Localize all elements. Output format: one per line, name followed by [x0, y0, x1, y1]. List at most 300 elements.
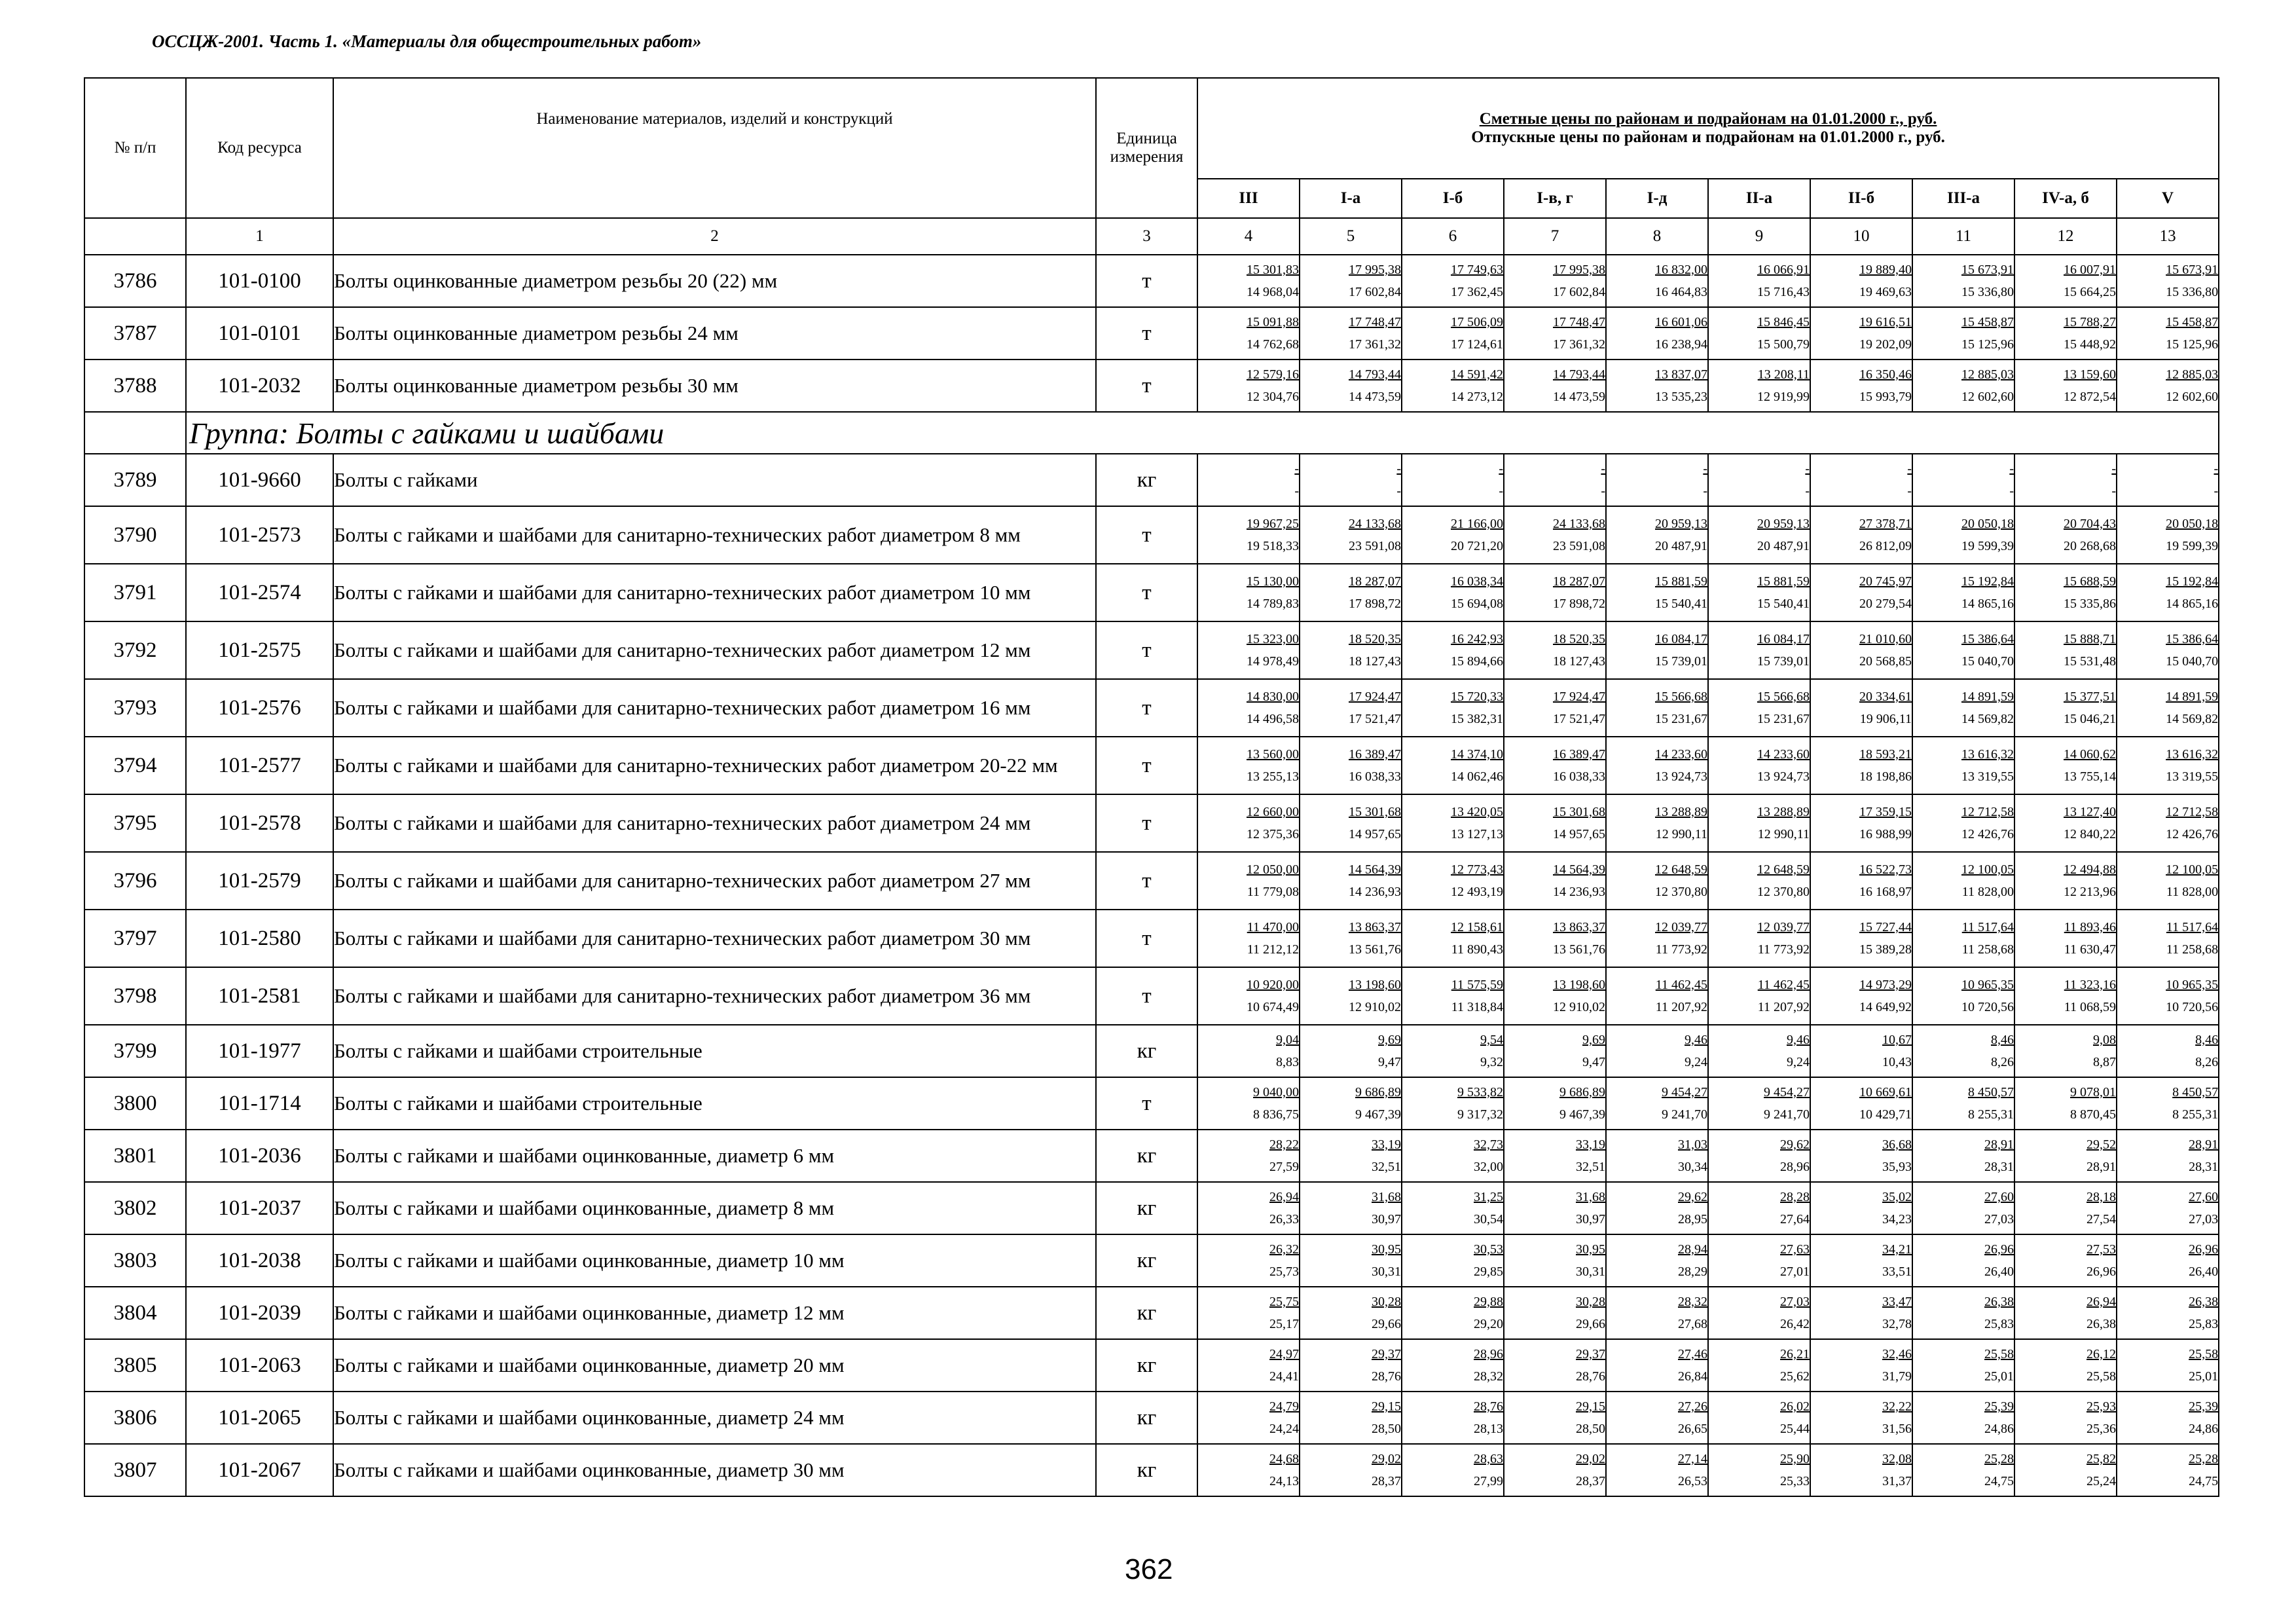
- estimate-price: 13 198,60: [1553, 978, 1605, 992]
- estimate-price: 24,68: [1269, 1452, 1299, 1466]
- price-cell: [1606, 1077, 1708, 1130]
- release-price: 19 906,11: [1859, 712, 1912, 726]
- row-number: 3801: [84, 1130, 186, 1182]
- column-number: 12: [2014, 218, 2117, 255]
- release-price: 9 317,32: [1457, 1107, 1503, 1122]
- release-price: 28,31: [1984, 1160, 2014, 1174]
- price-cell: [1402, 1025, 1504, 1077]
- estimate-price: 29,62: [1678, 1190, 1707, 1204]
- estimate-price: 32,73: [1474, 1137, 1503, 1152]
- price-cell: [2014, 1234, 2117, 1287]
- price-cell: [1708, 967, 1810, 1025]
- price-cell: [1606, 1444, 1708, 1496]
- release-price: 25,01: [1984, 1369, 2014, 1384]
- price-cell: [1708, 1077, 1810, 1130]
- release-price: 16 988,99: [1859, 827, 1912, 841]
- price-cell: [1912, 454, 2014, 506]
- unit: т: [1096, 794, 1197, 852]
- release-price: 25,44: [1780, 1422, 1810, 1436]
- price-cell: [2014, 679, 2117, 737]
- table-body-b: [84, 454, 2219, 1496]
- unit: т: [1096, 1077, 1197, 1130]
- estimate-price: 13 560,00: [1247, 747, 1299, 762]
- material-name: Болты с гайками и шайбами оцинкованные, диаметр 8 мм: [333, 1182, 1096, 1234]
- price-cell: [1810, 1339, 1912, 1392]
- estimate-price: 9,69: [1582, 1033, 1605, 1047]
- release-price: 13 535,23: [1655, 390, 1707, 404]
- price-cell: [2014, 1130, 2117, 1182]
- estimate-price: 12 712,58: [2166, 805, 2219, 819]
- price-cell: [1300, 307, 1402, 360]
- price-cell: [1708, 307, 1810, 360]
- price-cell: [1912, 1234, 2014, 1287]
- price-cell: [1708, 737, 1810, 794]
- estimate-price: 12 885,03: [2166, 367, 2219, 382]
- price-cell: [1606, 506, 1708, 564]
- price-cell: [1300, 1392, 1402, 1444]
- release-price: 14 569,82: [1961, 712, 2014, 726]
- table-row: [84, 1234, 2219, 1287]
- price-cell: [1300, 852, 1402, 910]
- release-price: 11 828,00: [2166, 885, 2219, 899]
- release-price: 33,51: [1882, 1264, 1912, 1279]
- release-price: 11 890,43: [1451, 942, 1503, 957]
- estimate-price: 26,94: [1269, 1190, 1299, 1204]
- estimate-price: 12 712,58: [1961, 805, 2014, 819]
- release-price: 20 268,68: [2064, 539, 2116, 553]
- row-number: 3792: [84, 621, 186, 679]
- estimate-price: 18 593,21: [1859, 747, 1912, 762]
- estimate-price: 34,21: [1882, 1242, 1912, 1257]
- price-cell: [1708, 794, 1810, 852]
- price-cell: [1606, 360, 1708, 412]
- estimate-price: 13 198,60: [1349, 978, 1401, 992]
- estimate-price: 10,67: [1882, 1033, 1912, 1047]
- estimate-price: 20 050,18: [1961, 517, 2014, 531]
- estimate-price: 19 889,40: [1859, 263, 1912, 277]
- price-cell: [1402, 621, 1504, 679]
- estimate-price: -: [1601, 462, 1605, 476]
- release-price: -: [1499, 484, 1503, 498]
- price-cell: [1810, 679, 1912, 737]
- material-name: Болты с гайками и шайбами для санитарно-технических работ диаметром 16 мм: [333, 679, 1096, 737]
- estimate-price: 17 924,47: [1349, 690, 1401, 704]
- price-cell: [1504, 794, 1606, 852]
- price-cell: [1197, 1182, 1300, 1234]
- release-price: 9 467,39: [1559, 1107, 1605, 1122]
- estimate-price: 12 885,03: [1961, 367, 2014, 382]
- release-price: 9,24: [1787, 1055, 1810, 1069]
- estimate-price: 25,82: [2086, 1452, 2116, 1466]
- material-name: Болты с гайками: [333, 454, 1096, 506]
- estimate-price: 24,79: [1269, 1399, 1299, 1414]
- release-price: 34,23: [1882, 1212, 1912, 1227]
- price-cell: [2117, 794, 2219, 852]
- release-price: 24,75: [1984, 1474, 2014, 1488]
- price-cell: [2014, 1025, 2117, 1077]
- price-cell: [1912, 1025, 2014, 1077]
- group-spacer: [84, 412, 186, 454]
- group-title: Группа: Болты с гайками и шайбами: [189, 416, 665, 450]
- estimate-price: -: [1396, 462, 1401, 476]
- price-cell: [2117, 454, 2219, 506]
- unit: т: [1096, 621, 1197, 679]
- unit: т: [1096, 307, 1197, 360]
- column-number: 9: [1708, 218, 1810, 255]
- price-cell: [2117, 360, 2219, 412]
- estimate-price: 11 462,45: [1757, 978, 1810, 992]
- price-cell: [1402, 1287, 1504, 1339]
- price-cell: [1912, 1130, 2014, 1182]
- material-name: Болты с гайками и шайбами для санитарно-технических работ диаметром 24 мм: [333, 794, 1096, 852]
- price-cell: [1504, 1025, 1606, 1077]
- price-cell: [2014, 307, 2117, 360]
- release-price: 11 258,68: [1961, 942, 2014, 957]
- unit: кг: [1096, 454, 1197, 506]
- release-price: 19 599,39: [1961, 539, 2014, 553]
- release-price: 14 865,16: [2166, 597, 2219, 611]
- price-cell: [1197, 1130, 1300, 1182]
- release-price: 28,91: [2086, 1160, 2116, 1174]
- estimate-price: 11 323,16: [2064, 978, 2116, 992]
- price-cell: [2117, 1182, 2219, 1234]
- estimate-price: 14 233,60: [1655, 747, 1707, 762]
- resource-code: 101-2067: [186, 1444, 333, 1496]
- release-price: 9,24: [1685, 1055, 1707, 1069]
- row-number: 3790: [84, 506, 186, 564]
- unit: кг: [1096, 1130, 1197, 1182]
- release-price: 19 469,63: [1859, 285, 1912, 299]
- release-price: 27,68: [1678, 1317, 1707, 1331]
- release-price: 12 304,76: [1247, 390, 1299, 404]
- price-cell: [1708, 1182, 1810, 1234]
- price-cell: [1504, 737, 1606, 794]
- estimate-price: 9 454,27: [1764, 1085, 1810, 1099]
- release-price: 28,37: [1372, 1474, 1401, 1488]
- estimate-price: 12 494,88: [2064, 862, 2116, 877]
- release-price: 14 762,68: [1247, 337, 1299, 352]
- material-name: Болты с гайками и шайбами оцинкованные, диаметр 12 мм: [333, 1287, 1096, 1339]
- release-price: 27,03: [2189, 1212, 2219, 1227]
- release-price: -: [1805, 484, 1810, 498]
- price-cell: [1708, 1234, 1810, 1287]
- release-price: 15 739,01: [1655, 654, 1707, 669]
- estimate-price: 30,53: [1474, 1242, 1503, 1257]
- price-cell: [1197, 967, 1300, 1025]
- release-price: 15 694,08: [1451, 597, 1503, 611]
- estimate-price: 15 377,51: [2064, 690, 2116, 704]
- table-row: [84, 967, 2219, 1025]
- estimate-price: 28,94: [1678, 1242, 1707, 1257]
- release-price: 29,66: [1372, 1317, 1401, 1331]
- price-cell: [1197, 506, 1300, 564]
- estimate-price: 15 673,91: [2166, 263, 2219, 277]
- price-cell: [1402, 910, 1504, 967]
- price-cell: [1300, 360, 1402, 412]
- price-cell: [1197, 1234, 1300, 1287]
- header-prices: [1197, 78, 2219, 179]
- price-cell: [2014, 737, 2117, 794]
- price-cell: [1300, 506, 1402, 564]
- release-price: 27,59: [1269, 1160, 1299, 1174]
- release-price: 8 870,45: [2070, 1107, 2116, 1122]
- estimate-price: 28,91: [2189, 1137, 2219, 1152]
- price-cell: [2014, 967, 2117, 1025]
- table-row: [84, 360, 2219, 412]
- table-body-a: [84, 255, 2219, 412]
- price-cell: [1606, 564, 1708, 621]
- unit: кг: [1096, 1339, 1197, 1392]
- header-unit: Единица измерения: [1096, 78, 1197, 218]
- price-cell: [1810, 454, 1912, 506]
- price-cell: [1606, 910, 1708, 967]
- price-cell: [1708, 679, 1810, 737]
- release-price: 13 255,13: [1247, 769, 1299, 784]
- estimate-price: 35,02: [1882, 1190, 1912, 1204]
- material-name: Болты с гайками и шайбами строительные: [333, 1077, 1096, 1130]
- price-cell: [1912, 794, 2014, 852]
- material-name: Болты с гайками и шайбами оцинкованные, диаметр 20 мм: [333, 1339, 1096, 1392]
- release-price: 15 040,70: [1961, 654, 2014, 669]
- estimate-price: 8 450,57: [2172, 1085, 2219, 1099]
- release-price: 14 649,92: [1859, 1000, 1912, 1014]
- estimate-price: 14 564,39: [1553, 862, 1605, 877]
- table-row: [84, 1130, 2219, 1182]
- estimate-price: 15 688,59: [2064, 574, 2116, 589]
- price-cell: [1912, 737, 2014, 794]
- release-price: 17 361,32: [1553, 337, 1605, 352]
- price-cell: [1402, 1182, 1504, 1234]
- material-name: Болты с гайками и шайбами оцинкованные, диаметр 30 мм: [333, 1444, 1096, 1496]
- price-cell: [1708, 1025, 1810, 1077]
- price-cell: [1912, 1339, 2014, 1392]
- resource-code: 101-2063: [186, 1339, 333, 1392]
- unit: т: [1096, 852, 1197, 910]
- release-price: 15 500,79: [1757, 337, 1810, 352]
- release-price: 17 361,32: [1349, 337, 1401, 352]
- material-name: Болты оцинкованные диаметром резьбы 30 мм: [333, 360, 1096, 412]
- release-price: 30,31: [1372, 1264, 1401, 1279]
- estimate-price: 27,60: [1984, 1190, 2014, 1204]
- release-price: 19 518,33: [1247, 539, 1299, 553]
- release-price: 12 493,19: [1451, 885, 1503, 899]
- price-cell: [2117, 1392, 2219, 1444]
- estimate-price: 9 040,00: [1253, 1085, 1299, 1099]
- estimate-price: 17 749,63: [1451, 263, 1503, 277]
- table-row: [84, 1339, 2219, 1392]
- price-cell: [1606, 1287, 1708, 1339]
- price-cell: [1810, 910, 1912, 967]
- price-cell: [1606, 621, 1708, 679]
- release-price: 13 561,76: [1349, 942, 1401, 957]
- estimate-price: 9,54: [1480, 1033, 1503, 1047]
- price-cell: [1810, 255, 1912, 307]
- estimate-price: 32,46: [1882, 1347, 1912, 1361]
- price-cell: [1606, 967, 1708, 1025]
- price-cell: [1300, 737, 1402, 794]
- material-name: Болты с гайками и шайбами для санитарно-технических работ диаметром 8 мм: [333, 506, 1096, 564]
- price-cell: [1810, 852, 1912, 910]
- estimate-price: 16 084,17: [1655, 632, 1707, 646]
- estimate-price: 26,38: [1984, 1295, 2014, 1309]
- price-cell: [2014, 852, 2117, 910]
- price-cell: [2117, 910, 2219, 967]
- resource-code: 101-2577: [186, 737, 333, 794]
- release-price: 18 127,43: [1553, 654, 1605, 669]
- estimate-price: 29,02: [1576, 1452, 1605, 1466]
- column-number: 8: [1606, 218, 1708, 255]
- estimate-price: 20 745,97: [1859, 574, 1912, 589]
- column-number: 10: [1810, 218, 1912, 255]
- column-number: 3: [1096, 218, 1197, 255]
- table-row: [84, 679, 2219, 737]
- release-price: 25,17: [1269, 1317, 1299, 1331]
- price-cell: [2014, 1182, 2117, 1234]
- estimate-price: 27 378,71: [1859, 517, 1912, 531]
- price-cell: [1402, 679, 1504, 737]
- price-cell: [2117, 506, 2219, 564]
- material-name: Болты с гайками и шайбами для санитарно-технических работ диаметром 30 мм: [333, 910, 1096, 967]
- resource-code: 101-2032: [186, 360, 333, 412]
- estimate-price: 29,37: [1372, 1347, 1401, 1361]
- release-price: 17 898,72: [1349, 597, 1401, 611]
- price-cell: [1197, 1025, 1300, 1077]
- release-price: 25,73: [1269, 1264, 1299, 1279]
- estimate-price: 15 673,91: [1961, 263, 2014, 277]
- price-cell: [1300, 1130, 1402, 1182]
- price-cell: [1606, 454, 1708, 506]
- region-header: III-а: [1912, 179, 2014, 218]
- row-number: 3797: [84, 910, 186, 967]
- price-cell: [1708, 564, 1810, 621]
- price-cell: [1606, 794, 1708, 852]
- release-price: 18 198,86: [1859, 769, 1912, 784]
- row-number: 3788: [84, 360, 186, 412]
- release-price: -: [1601, 484, 1605, 498]
- estimate-price: 29,88: [1474, 1295, 1503, 1309]
- price-cell: [1504, 852, 1606, 910]
- release-price: 26,40: [1984, 1264, 2014, 1279]
- price-cell: [1708, 1287, 1810, 1339]
- price-cell: [1402, 255, 1504, 307]
- page-header: ОССЦЖ-2001. Часть 1. «Материалы для общестроительных работ»: [152, 31, 702, 51]
- estimate-price: 13 159,60: [2064, 367, 2116, 382]
- price-cell: [1912, 852, 2014, 910]
- estimate-price: -: [1499, 462, 1503, 476]
- release-price: 8,83: [1276, 1055, 1299, 1069]
- estimate-price: 19 967,25: [1247, 517, 1299, 531]
- resource-code: 101-2039: [186, 1287, 333, 1339]
- estimate-price: 13 616,32: [1961, 747, 2014, 762]
- row-number: 3803: [84, 1234, 186, 1287]
- price-cell: [1708, 1339, 1810, 1392]
- release-price: 16 168,97: [1859, 885, 1912, 899]
- release-price: 16 464,83: [1655, 285, 1707, 299]
- price-cell: [2014, 1339, 2117, 1392]
- price-cell: [1504, 1182, 1606, 1234]
- release-price: 15 125,96: [1961, 337, 2014, 352]
- price-cell: [1504, 1287, 1606, 1339]
- release-price: 31,37: [1882, 1474, 1912, 1488]
- estimate-price: 13 420,05: [1451, 805, 1503, 819]
- price-cell: [1402, 794, 1504, 852]
- column-number: 11: [1912, 218, 2014, 255]
- release-price: 15 125,96: [2166, 337, 2219, 352]
- estimate-price: 25,90: [1780, 1452, 1810, 1466]
- estimate-price: 10 965,35: [2166, 978, 2219, 992]
- estimate-price: 26,32: [1269, 1242, 1299, 1257]
- estimate-price: 20 050,18: [2166, 517, 2219, 531]
- price-cell: [1300, 1444, 1402, 1496]
- estimate-price: 13 288,89: [1655, 805, 1707, 819]
- column-number: 6: [1402, 218, 1504, 255]
- prices-subtitle: Отпускные цены по районам и подрайонам на 01.01.2000 г., руб.: [1471, 128, 1945, 146]
- release-price: 30,34: [1678, 1160, 1707, 1174]
- estimate-price: 24 133,68: [1553, 517, 1605, 531]
- price-cell: [1912, 621, 2014, 679]
- price-cell: [2117, 1287, 2219, 1339]
- estimate-price: 12 648,59: [1655, 862, 1707, 877]
- resource-code: 101-2038: [186, 1234, 333, 1287]
- release-price: 19 202,09: [1859, 337, 1912, 352]
- release-price: 14 062,46: [1451, 769, 1503, 784]
- region-header: I-в, г: [1504, 179, 1606, 218]
- release-price: 28,96: [1780, 1160, 1810, 1174]
- estimate-price: 33,19: [1576, 1137, 1605, 1152]
- unit: кг: [1096, 1287, 1197, 1339]
- release-price: 15 540,41: [1757, 597, 1810, 611]
- row-number: 3795: [84, 794, 186, 852]
- release-price: 26,96: [2086, 1264, 2116, 1279]
- price-cell: [1300, 1234, 1402, 1287]
- price-cell: [1197, 1077, 1300, 1130]
- price-cell: [1912, 1444, 2014, 1496]
- price-cell: [1402, 1392, 1504, 1444]
- region-header: III: [1197, 179, 1300, 218]
- release-price: 15 531,48: [2064, 654, 2116, 669]
- release-price: 14 473,59: [1349, 390, 1401, 404]
- price-cell: [1606, 737, 1708, 794]
- release-price: 25,83: [2189, 1317, 2219, 1331]
- column-number-blank: [84, 218, 186, 255]
- unit: т: [1096, 360, 1197, 412]
- release-price: 23 591,08: [1349, 539, 1401, 553]
- price-cell: [1197, 794, 1300, 852]
- price-cell: [1912, 967, 2014, 1025]
- table-row: [84, 852, 2219, 910]
- estimate-price: 29,02: [1372, 1452, 1401, 1466]
- release-price: 14 957,65: [1553, 827, 1605, 841]
- estimate-price: 16 242,93: [1451, 632, 1503, 646]
- column-number: 4: [1197, 218, 1300, 255]
- estimate-price: 30,28: [1372, 1295, 1401, 1309]
- estimate-price: 10 669,61: [1859, 1085, 1912, 1099]
- release-price: 17 898,72: [1553, 597, 1605, 611]
- price-cell: [1606, 1392, 1708, 1444]
- price-cell: [1197, 1287, 1300, 1339]
- release-price: 28,31: [2189, 1160, 2219, 1174]
- price-cell: [1708, 506, 1810, 564]
- price-cell: [1606, 1234, 1708, 1287]
- price-cell: [1300, 1077, 1402, 1130]
- release-price: 28,13: [1474, 1422, 1503, 1436]
- release-price: 26 812,09: [1859, 539, 1912, 553]
- estimate-price: 9 078,01: [2070, 1085, 2116, 1099]
- estimate-price: 14 591,42: [1451, 367, 1503, 382]
- price-cell: [1708, 1444, 1810, 1496]
- price-cell: [2117, 564, 2219, 621]
- estimate-price: 26,02: [1780, 1399, 1810, 1414]
